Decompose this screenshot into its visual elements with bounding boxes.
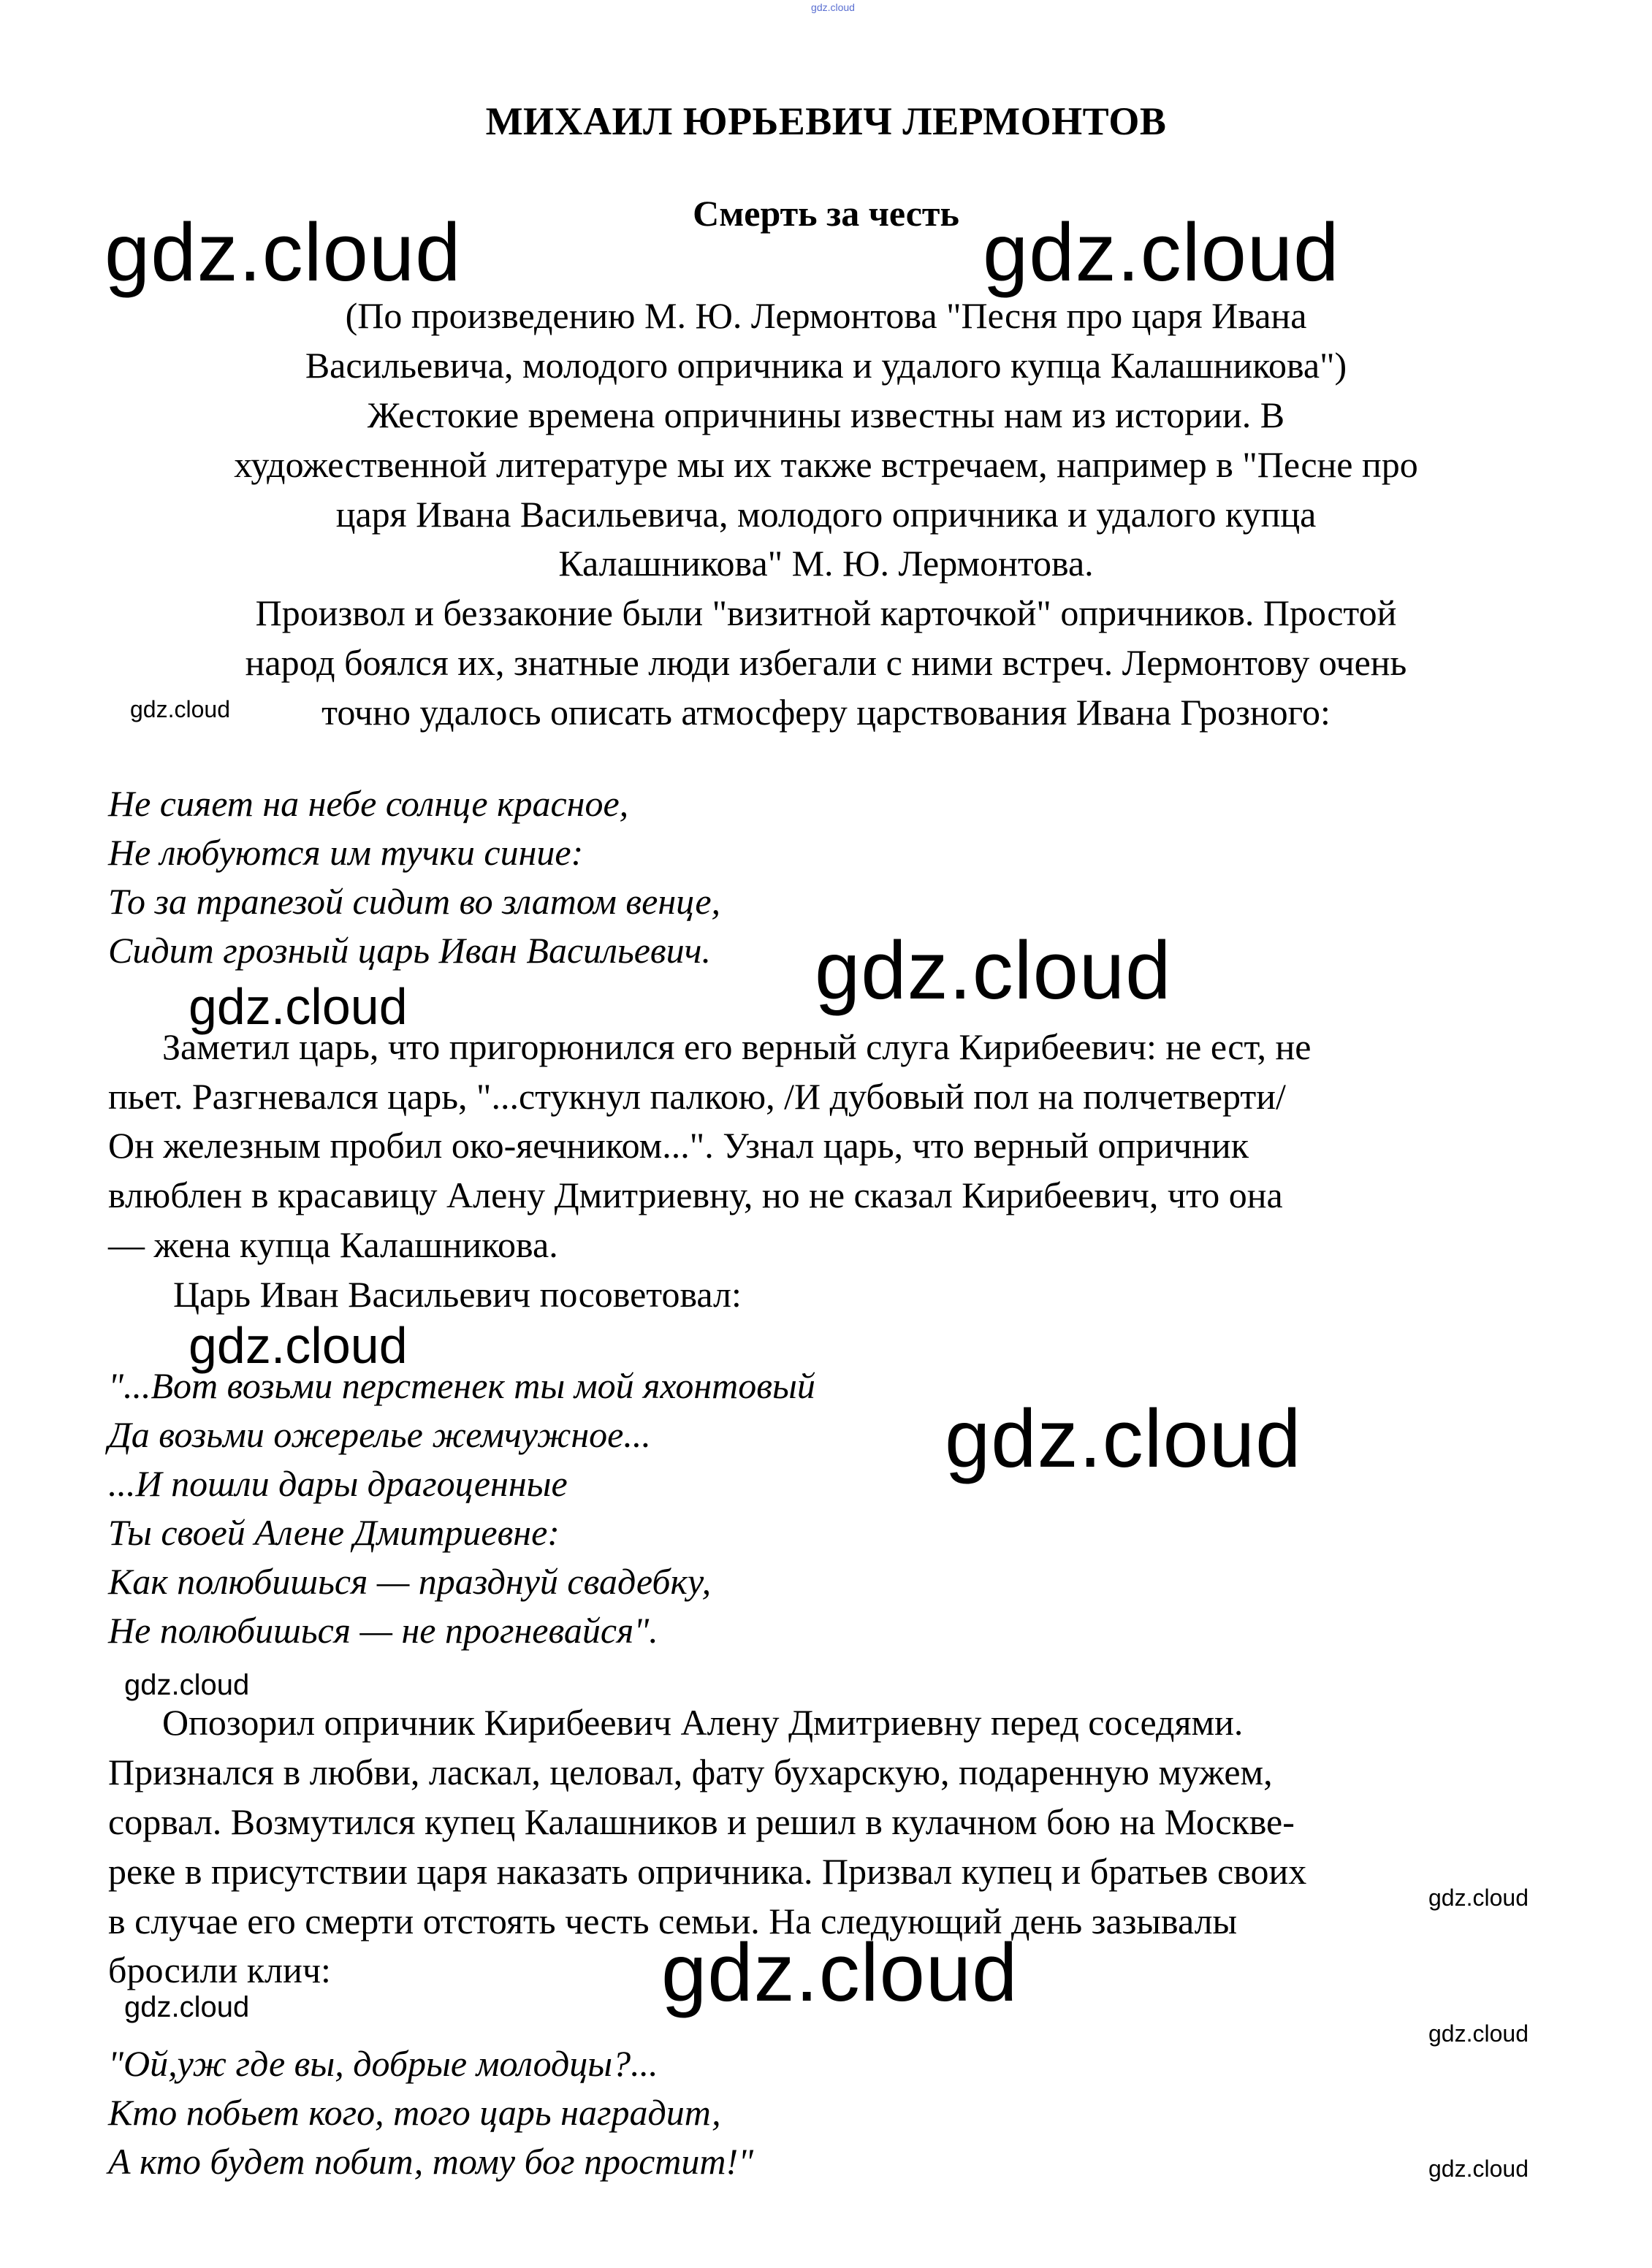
watermark: gdz.cloud	[983, 207, 1340, 298]
poem-line: Сидит грозный царь Иван Васильевич.	[108, 930, 711, 971]
para-line: Признался в любви, ласкал, целовал, фату бухарскую, подаренную мужем,	[108, 1752, 1273, 1792]
intro-line: народ боялся их, знатные люди избегали с ними встреч. Лермонтову очень	[245, 642, 1407, 683]
para-line: Он железным пробил око-яечником...". Узнал царь, что верный опричник	[108, 1125, 1249, 1166]
intro-line: художественной литературе мы их также встречаем, например в "Песне про	[234, 444, 1418, 485]
para-line: бросили клич:	[108, 1950, 331, 1990]
para-line: — жена купца Калашникова.	[108, 1224, 558, 1265]
para-line: сорвал. Возмутился купец Калашников и решил в кулачном бою на Москве-	[108, 1801, 1295, 1842]
watermark: gdz.cloud	[189, 978, 408, 1035]
para-line: реке в присутствии царя наказать опричника. Призвал купец и братьев своих	[108, 1851, 1307, 1892]
watermark: gdz.cloud	[124, 1669, 250, 1701]
watermark: gdz.cloud	[945, 1393, 1302, 1484]
poem-line: Как полюбишься — празднуй свадебку,	[108, 1561, 712, 1602]
intro-line: Жестокие времена опричнины известны нам из истории. В	[367, 394, 1285, 435]
watermark: gdz.cloud	[1428, 2020, 1529, 2047]
intro-line: (По произведению М. Ю. Лермонтова "Песня про царя Ивана	[345, 295, 1307, 336]
watermark: gdz.cloud	[661, 1927, 1019, 2018]
watermark: gdz.cloud	[1428, 1885, 1529, 1911]
intro-line: Калашникова" М. Ю. Лермонтова.	[558, 543, 1094, 584]
watermark: gdz.cloud	[815, 925, 1172, 1016]
author-title: МИХАИЛ ЮРЬЕВИЧ ЛЕРМОНТОВ	[485, 99, 1167, 143]
watermark: gdz.cloud	[104, 207, 462, 298]
watermark: gdz.cloud	[130, 696, 230, 722]
para-line: влюблен в красавицу Алену Дмитриевну, но не сказал Кирибеевич, что она	[108, 1175, 1283, 1215]
watermark: gdz.cloud	[1428, 2156, 1529, 2182]
poem-line: Не сияет на небе солнце красное,	[108, 783, 629, 824]
intro-line: точно удалось описать атмосферу царствования Ивана Грозного:	[321, 692, 1331, 733]
intro-line: царя Ивана Васильевича, молодого опричника и удалого купца	[335, 494, 1317, 535]
para-line: Заметил царь, что пригорюнился его верный слуга Кирибеевич: не ест, не	[162, 1026, 1312, 1067]
para-line: Царь Иван Васильевич посоветовал:	[173, 1274, 742, 1315]
para-line: Опозорил опричник Кирибеевич Алену Дмитриевну перед соседями.	[162, 1702, 1244, 1743]
poem-line: Да возьми ожерелье жемчужное...	[108, 1414, 651, 1455]
poem-line: "Ой,уж где вы, добрые молодцы?...	[108, 2043, 658, 2084]
intro-line: Произвол и беззаконие были "визитной карточкой" опричников. Простой	[255, 592, 1397, 633]
top-watermark: gdz.cloud	[811, 1, 855, 13]
poem-line: То за трапезой сидит во златом венце,	[108, 881, 721, 922]
poem-line: Не полюбишься — не прогневайся".	[108, 1610, 658, 1651]
essay-title: Смерть за честь	[693, 193, 959, 234]
poem-line: Ты своей Алене Дмитриевне:	[108, 1512, 560, 1553]
para-line: в случае его смерти отстоять честь семьи. На следующий день зазывалы	[108, 1901, 1238, 1941]
poem-line: А кто будет побит, тому бог простит!"	[108, 2141, 754, 2182]
para-line: пьет. Разгневался царь, "...стукнул палкою, /И дубовый пол на полчетверти/	[108, 1076, 1286, 1117]
poem-line: ...И пошли дары драгоценные	[108, 1463, 568, 1504]
poem-line: Не любуются им тучки синие:	[108, 832, 584, 873]
watermark: gdz.cloud	[189, 1317, 408, 1374]
watermark: gdz.cloud	[124, 1991, 250, 2023]
poem-line: "...Вот возьми перстенек ты мой яхонтовый	[108, 1365, 815, 1406]
intro-line: Васильевича, молодого опричника и удалого купца Калашникова")	[305, 345, 1347, 386]
poem-line: Кто побьет кого, того царь наградит,	[108, 2092, 721, 2133]
